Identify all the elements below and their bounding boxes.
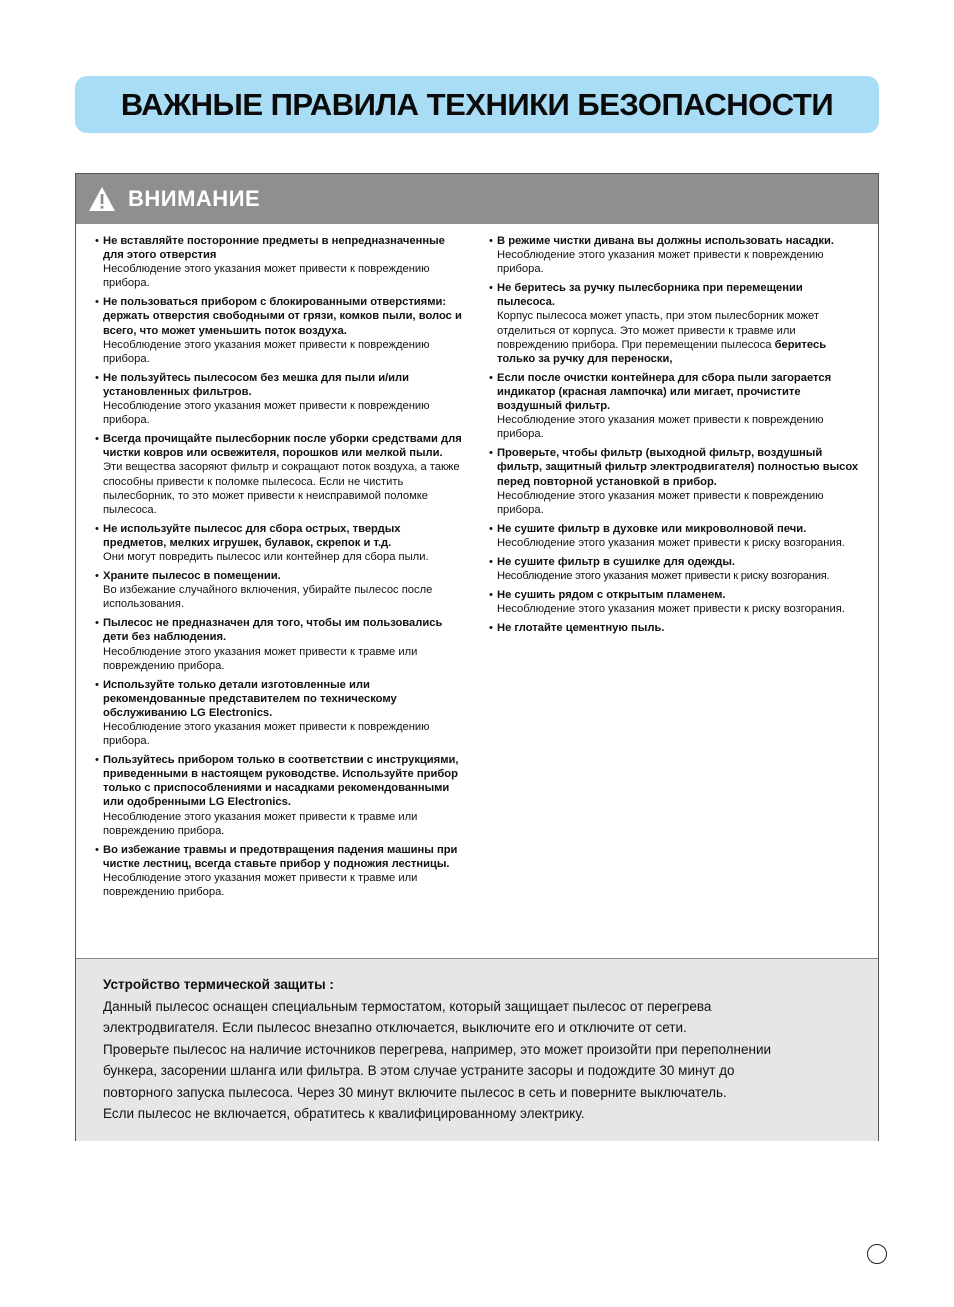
item-text xyxy=(497,309,859,365)
bullet: • xyxy=(489,447,493,460)
list-item xyxy=(95,234,465,290)
list-item xyxy=(95,371,465,427)
list-item xyxy=(489,555,859,583)
bullet: • xyxy=(95,617,99,630)
thermal-title: Устройство термической защиты : xyxy=(103,977,334,992)
bullet: • xyxy=(489,555,493,568)
item-title: Пылесос не предназначен для того, чтобы им пользовались дети без наблюдения. xyxy=(103,617,443,644)
item-title: Не беритесь за ручку пылесборника при перемещении пылесоса. xyxy=(497,282,803,309)
item-title: Не используйте пылесос для сбора острых, твердых предметов, мелких игрушек, булавок, скрепок и т.д. xyxy=(103,522,401,549)
item-text: Несоблюдение этого указания может привести к повреждению прибора. xyxy=(103,338,430,365)
list-item xyxy=(489,588,859,616)
item-text: Несоблюдение этого указания может привести к повреждению прибора. xyxy=(103,263,430,290)
warning-header xyxy=(76,174,878,224)
list-item xyxy=(95,616,465,672)
bullet: • xyxy=(489,235,493,247)
thermal-line: бункера, засорении шланга или фильтра. В этом случае устраните засоры и подождите 30 минут до xyxy=(103,1063,735,1079)
list-item xyxy=(489,621,859,635)
item-title: Не пользуйтесь пылесосом без мешка для пыли и/или установленных фильтров. xyxy=(103,371,410,398)
title-banner xyxy=(75,76,879,133)
thermal-content xyxy=(103,975,853,1124)
item-text: Несоблюдение этого указания может привести к повреждению прибора. xyxy=(497,414,824,441)
item-text: Несоблюдение этого указания может привести к травме или повреждению прибора. xyxy=(103,645,418,672)
item-title: Храните пылесос в помещении. xyxy=(103,570,281,583)
item-title: Не сушить рядом с открытым пламенем. xyxy=(497,589,726,602)
bullet: • xyxy=(489,589,493,602)
item-text: Несоблюдение этого указания может привести к травме или повреждению прибора. xyxy=(103,871,418,899)
list-item xyxy=(489,234,859,276)
bullet: • xyxy=(95,570,99,583)
bullet: • xyxy=(95,371,99,384)
bullet: • xyxy=(489,622,493,635)
item-title: Проверьте, чтобы фильтр (выходной фильтр, воздушный фильтр, защитный фильтр электродвигателя) полностью высох перед повторной установкой в прибор. xyxy=(497,447,859,488)
list-item xyxy=(95,569,465,611)
item-text-regular: Корпус пылесоса может упасть, при этом пылесборник может отделиться от корпуса. Это может привести к травме или повреждению прибора. При перемещении пылесоса xyxy=(497,310,819,351)
item-text: Несоблюдение этого указания может привести к травме или повреждению прибора. xyxy=(103,810,418,837)
item-title: Всегда прочищайте пылесборник после уборки средствами для чистки ковров или освежителя, порошков или мелкой пыли. xyxy=(103,433,462,460)
list-item xyxy=(95,678,465,748)
page-marker-circle xyxy=(867,1244,887,1264)
thermal-line: повторного запуска пылесоса. Через 30 минут включите пылесос в сеть и поверните выключатель. xyxy=(103,1084,727,1100)
item-text: Эти вещества засоряют фильтр и сокращают поток воздуха, а также способны привести к поломке пылесоса. Если не чистить пылесборник, то это может привести к неисправимой поломке пылесоса. xyxy=(103,461,460,516)
item-title: Используйте только детали изготовленные или рекомендованные представителем по техническому обслуживанию LG Electronics. xyxy=(103,678,397,719)
item-text: Несоблюдение этого указания может привести к риску возгорания. xyxy=(497,570,830,583)
item-title: В режиме чистки дивана вы должны использовать насадки. xyxy=(497,235,835,247)
item-text: Несоблюдение этого указания может привести к риску возгорания. xyxy=(497,536,845,549)
bullet: • xyxy=(95,843,99,856)
thermal-protection-section xyxy=(76,958,878,1141)
item-text: Во избежание случайного включения, убирайте пылесос после использования. xyxy=(103,584,433,611)
list-item xyxy=(95,295,465,365)
item-text: Несоблюдение этого указания может привести к повреждению прибора. xyxy=(103,400,430,427)
item-title: Если после очистки контейнера для сбора пыли загорается индикатор (красная лампочка) или мигает, прочистите воздушный фильтр. xyxy=(497,371,832,413)
right-column xyxy=(489,234,859,640)
list-item xyxy=(489,281,859,366)
bullet: • xyxy=(95,296,99,309)
thermal-line: Проверьте пылесос на наличие источников перегрева, например, это может произойти при переполнении xyxy=(103,1041,772,1057)
item-text: Несоблюдение этого указания может привести к повреждению прибора. xyxy=(497,489,824,516)
bullet: • xyxy=(95,754,99,767)
thermal-line: Данный пылесос оснащен специальным термостатом, который защищает пылесос от перегрева xyxy=(103,999,712,1014)
item-title: Не пользоваться прибором с блокированными отверстиями: держать отверстия свободными от грязи, комков пыли, волос и всего, что может уменьшить поток воздуха. xyxy=(103,296,462,337)
warning-triangle-icon xyxy=(88,186,116,212)
item-title: Не сушите фильтр в духовке или микроволновой печи. xyxy=(497,522,807,535)
bullet: • xyxy=(95,235,99,247)
thermal-line: электродвигателя. Если пылесос внезапно отключается, выключите его и отключите от сети. xyxy=(103,1020,687,1036)
bullet: • xyxy=(489,371,493,384)
item-text: Они могут повредить пылесос или контейнер для сбора пыли. xyxy=(103,550,429,563)
item-text: Несоблюдение этого указания может привести к риску возгорания. xyxy=(497,603,845,616)
bullet: • xyxy=(95,433,99,446)
list-item xyxy=(95,432,465,517)
warning-box xyxy=(75,173,879,1141)
bullet: • xyxy=(489,522,493,535)
left-column xyxy=(95,234,465,904)
item-title: Не сушите фильтр в сушилке для одежды. xyxy=(497,555,736,568)
item-text: Несоблюдение этого указания может привести к повреждению прибора. xyxy=(103,721,430,748)
list-item xyxy=(95,522,465,564)
list-item xyxy=(95,843,465,899)
list-item xyxy=(489,371,859,441)
item-title: Во избежание травмы и предотвращения падения машины при чистке лестниц, всегда ставьте прибор у подножия лестницы. xyxy=(103,843,458,870)
thermal-line: Если пылесос не включается, обратитесь к квалифицированному электрику. xyxy=(103,1106,585,1122)
item-title: Пользуйтесь прибором только в соответствии с инструкциями, приведенными в настоящем руководстве. Используйте прибор только с приспособлениями и насадками рекомендованными или одобренными LG Electronics. xyxy=(103,754,459,809)
item-title: Не вставляйте посторонние предметы в непредназначенные для этого отверстия xyxy=(103,235,445,262)
page-title: ВАЖНЫЕ ПРАВИЛА ТЕХНИКИ БЕЗОПАСНОСТИ xyxy=(120,86,834,122)
item-title: Не глотайте цементную пыль. xyxy=(497,622,665,635)
list-item xyxy=(95,753,465,838)
item-text-bold: беритесь только за ручку для переноски, xyxy=(497,338,827,365)
bullet: • xyxy=(95,678,99,691)
item-text: Несоблюдение этого указания может привести к повреждению прибора. xyxy=(497,249,824,276)
list-item xyxy=(489,446,859,516)
list-item xyxy=(489,522,859,550)
warning-title: ВНИМАНИЕ xyxy=(128,186,261,211)
bullet: • xyxy=(489,282,493,295)
bullet: • xyxy=(95,522,99,535)
